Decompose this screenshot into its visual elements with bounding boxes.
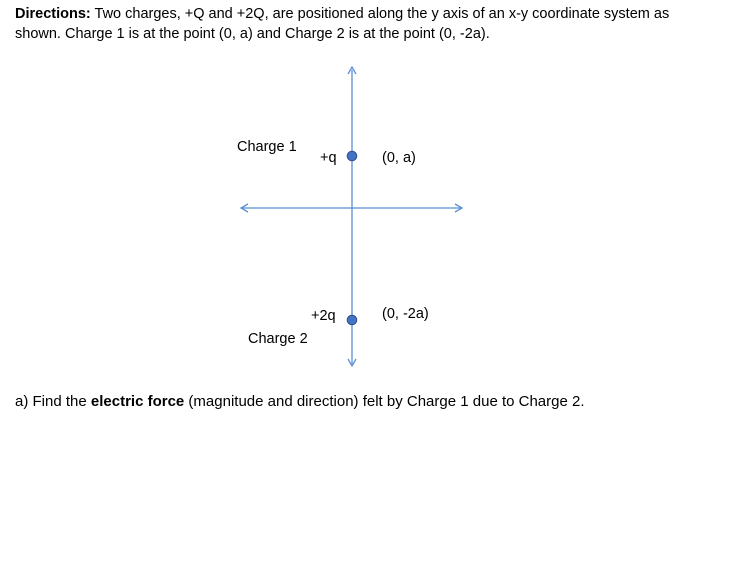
charge-2-dot <box>347 315 357 325</box>
charge-2-sign-label: +2q <box>311 308 336 324</box>
charge-1-sign-label: +q <box>320 150 337 166</box>
question-prefix: a) Find the <box>15 393 91 410</box>
charge-1-label: Charge 1 <box>237 139 297 155</box>
directions-lead: Directions: <box>15 6 91 22</box>
charge-1-coords: (0, a) <box>382 150 416 166</box>
question-a <box>15 392 585 412</box>
charge-2-coords: (0, -2a) <box>382 306 429 322</box>
charge-2-label: Charge 2 <box>248 331 308 347</box>
charge-1-dot <box>347 151 357 161</box>
question-bold-term: electric force <box>90 393 185 410</box>
question-suffix: (magnitude and direction) felt by Charge 1 due to Charge 2. <box>184 393 585 410</box>
directions-text: Two charges, +Q and +2Q, are positioned along the y axis of an x-y coordinate system as shown. Charge 1 is at the point (0, a) and Charge 2 is at the point (0, -2a). <box>15 6 670 42</box>
